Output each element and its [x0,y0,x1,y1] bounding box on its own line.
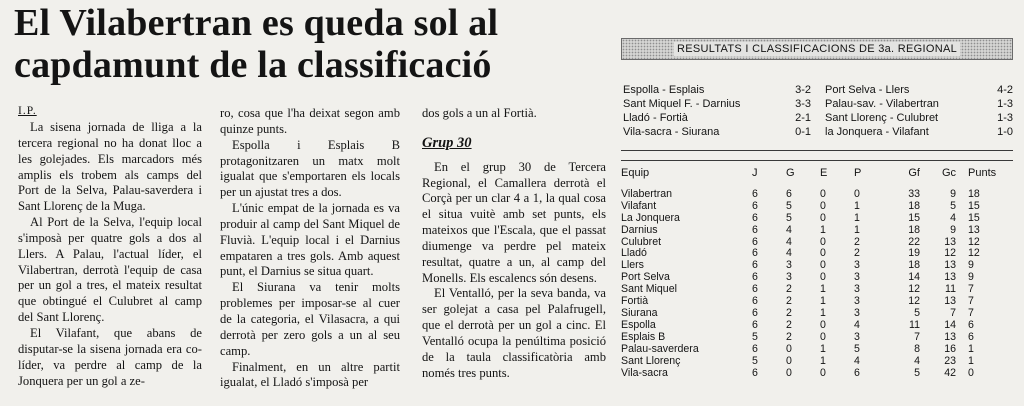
results-right [825,83,1013,139]
result-row [623,97,811,111]
paragraph: dos gols a un al Fortià. [422,106,537,120]
result-row [623,125,811,139]
lost: 0 [854,187,860,200]
lost: 3 [854,271,860,284]
header-team: Equip [621,167,650,179]
goals-against: 5 [950,199,956,212]
byline: I.P. [18,105,37,117]
goals-for: 15 [908,211,920,224]
match-name: Espolla - Esplais [623,84,705,96]
lost: 3 [854,295,860,308]
won: 4 [786,223,792,236]
goals-against: 13 [944,330,956,343]
header-lost: P [854,167,862,179]
lost: 3 [854,259,860,272]
points: 1 [968,342,974,355]
paragraph: El Vilafant, que abans de disputar-se la sisena jornada era co-líder, va perdre al camp de la Jonquera per un gol a ze- [18,325,202,388]
standings-table [621,168,1013,379]
goals-against: 13 [944,235,956,248]
played: 6 [752,247,758,260]
goals-against: 14 [944,318,956,331]
divider [621,160,1013,161]
match-score: 3-2 [795,84,811,96]
points: 9 [968,259,974,272]
team-name: Vilafant [621,199,657,212]
won: 2 [786,283,792,296]
result-row [623,111,811,125]
match-score: 1-3 [997,98,1013,110]
paragraph: L'únic empat de la jornada es va produir al camp del Sant Miquel de Fluvià. L'equip local i el Darnius empataren a tres gols. Amb aquest punt, el Darnius se situa quart. [220,201,400,279]
match-name: Sant Miquel F. - Darnius [623,98,741,110]
played: 6 [752,342,758,355]
goals-for: 5 [914,366,920,379]
drawn: 0 [820,259,826,272]
match-name: Vila-sacra - Siurana [623,126,720,138]
lost: 6 [854,366,860,379]
headline-line-1: El Vilabertran es queda sol al [14,2,499,44]
played: 6 [752,235,758,248]
goals-against: 13 [944,259,956,272]
drawn: 1 [820,354,826,367]
lost: 1 [854,199,860,212]
goals-for: 18 [908,223,920,236]
goals-against: 42 [944,366,956,379]
result-row [825,97,1013,111]
points: 7 [968,283,974,296]
goals-for: 19 [908,247,920,260]
match-score: 4-2 [997,84,1013,96]
won: 2 [786,318,792,331]
article-column-1 [18,104,202,389]
points: 15 [968,211,980,224]
section-subhead: Grup 30 [422,134,472,151]
table-row [621,368,1013,380]
played: 6 [752,295,758,308]
match-score: 1-0 [997,126,1013,138]
team-name: Sant Miquel [621,283,677,296]
won: 0 [786,342,792,355]
result-row [825,111,1013,125]
won: 5 [786,199,792,212]
goals-for: 11 [909,318,920,331]
points: 12 [968,247,980,260]
header-won: G [786,167,795,179]
lost: 5 [854,342,860,355]
table-row [621,201,1013,213]
points: 6 [968,330,974,343]
results-left [623,83,811,139]
table-header [621,168,1013,180]
lost: 1 [854,211,860,224]
match-score: 2-1 [795,112,811,124]
table-row [621,225,1013,237]
paragraph: El Ventalló, per la seva banda, va ser golejat a casa pel Palafrugell, que el derrotà per un gol a cinc. El Ventalló ocupa la penúltima posició de la taula classificatòria amb només tres punts. [422,286,606,380]
goals-for: 7 [914,330,920,343]
played: 6 [752,318,758,331]
points: 12 [968,235,980,248]
goals-for: 33 [908,187,920,200]
goals-for: 4 [914,354,920,367]
team-name: Esplais B [621,330,666,343]
lost: 4 [854,318,860,331]
won: 0 [786,366,792,379]
played: 6 [752,283,758,296]
paragraph: Espolla i Esplais B protagonitzaren un matx molt igualat que s'emportaren els locals per un ajustat tres a dos. [220,137,400,200]
team-name: Fortià [621,295,649,308]
table-row [621,213,1013,225]
match-name: Port Selva - Llers [825,84,910,96]
headline [14,2,604,86]
article-column-3 [422,106,606,382]
table-row [621,320,1013,332]
table-row [621,356,1013,368]
team-name: Vilabertran [621,187,673,200]
won: 2 [786,295,792,308]
divider [621,150,1013,151]
drawn: 0 [820,247,826,260]
played: 6 [752,223,758,236]
lost: 3 [854,306,860,319]
table-row [621,332,1013,344]
team-name: Lladó [621,247,647,260]
played: 6 [752,306,758,319]
drawn: 0 [820,199,826,212]
match-name: la Jonquera - Vilafant [825,126,929,138]
paragraph: La sisena jornada de lliga a la tercera regional no ha donat lloc a les golejades. Els marcadors més amplis els trobem als camps del Port de la Selva, Palau-saverdera i Sant Llorenç de la Muga. [18,120,202,214]
goals-against: 9 [950,187,956,200]
points: 7 [968,295,974,308]
played: 6 [752,366,758,379]
drawn: 1 [820,223,826,236]
goals-against: 16 [944,342,956,355]
played: 6 [752,199,758,212]
won: 0 [786,354,792,367]
lost: 4 [854,354,860,367]
goals-against: 9 [950,223,956,236]
goals-against: 13 [944,271,956,284]
drawn: 0 [820,187,826,200]
paragraph: El Siurana va tenir molts problemes per imposar-se al cuer de la categoria, el Vilasacra, a qui derrotà per zero gols a un al seu camp. [220,280,400,358]
header-goals-for: Gf [908,167,920,179]
match-name: Palau-sav. - Vilabertran [825,98,939,110]
goals-against: 7 [950,306,956,319]
result-row [825,125,1013,139]
goals-for: 5 [914,306,920,319]
won: 5 [786,211,792,224]
goals-for: 18 [908,259,920,272]
won: 3 [786,271,792,284]
match-name: Lladó - Fortià [623,112,688,124]
drawn: 0 [820,318,826,331]
played: 6 [752,259,758,272]
standings-body [621,189,1013,380]
played: 5 [752,330,758,343]
goals-against: 11 [945,283,956,296]
match-score: 1-3 [997,112,1013,124]
team-name: Darnius [621,223,658,236]
drawn: 1 [820,295,826,308]
table-row [621,344,1013,356]
article-column-2 [220,106,400,391]
header-played: J [752,167,758,179]
match-score: 3-3 [795,98,811,110]
paragraph: Al Port de la Selva, l'equip local s'imposà per quatre gols a dos al Llers. A Palau, l'actual líder, el Vilabertran, derrotà l'equip de casa per un gol a tres, el mateix resultat que obtingué el Culubret al camp del Sant Llorenç. [18,215,202,325]
won: 6 [786,187,792,200]
goals-for: 22 [908,235,920,248]
goals-for: 12 [908,295,920,308]
won: 2 [786,330,792,343]
match-score: 0-1 [795,126,811,138]
header-goals-against: Gc [941,167,956,179]
won: 4 [786,235,792,248]
headline-line-2: capdamunt de la classificació [14,44,492,86]
goals-against: 4 [950,211,956,224]
team-name: Sant Llorenç [621,354,681,367]
goals-for: 18 [908,199,920,212]
points: 1 [968,354,974,367]
points: 15 [968,199,980,212]
lost: 1 [854,223,860,236]
team-name: Llers [621,259,644,272]
header-points: Punts [968,167,997,179]
won: 3 [786,259,792,272]
drawn: 0 [820,271,826,284]
result-row [623,83,811,97]
played: 6 [752,271,758,284]
header-drawn: E [820,167,828,179]
paragraph: Finalment, en un altre partit igualat, el Lladó s'imposà per [220,359,400,390]
team-name: Espolla [621,318,656,331]
played: 5 [752,354,758,367]
team-name: Palau-saverdera [621,342,699,355]
paragraph: En el grup 30 de Tercera Regional, el Camallera derrotà el Corçà per un clar 4 a 1, la qual cosa el situa vuitè amb set punts, els mateixos que l'Escala, que el passat diumenge va perdre pel mateix resultat, quatre a un, al camp del Monells. Els escalencs són desens. [422,159,606,285]
points: 0 [968,366,974,379]
goals-against: 23 [944,354,956,367]
goals-for: 8 [914,342,920,355]
goals-against: 12 [944,247,956,260]
lost: 3 [854,330,860,343]
drawn: 0 [820,330,826,343]
drawn: 0 [820,211,826,224]
paragraph: ro, cosa que l'ha deixat segon amb quinze punts. [220,106,400,136]
lost: 3 [854,283,860,296]
points: 6 [968,318,974,331]
lost: 2 [854,247,860,260]
result-row [825,83,1013,97]
won: 4 [786,247,792,260]
results-banner [621,38,1013,60]
drawn: 1 [820,283,826,296]
goals-against: 13 [944,295,956,308]
drawn: 0 [820,366,826,379]
team-name: Port Selva [621,271,670,284]
points: 9 [968,271,974,284]
team-name: Vila-sacra [621,366,668,379]
match-name: Sant Llorenç - Culubret [825,112,939,124]
points: 7 [968,306,974,319]
drawn: 1 [820,306,826,319]
played: 6 [752,211,758,224]
points: 18 [968,187,980,200]
team-name: Culubret [621,235,662,248]
team-name: Siurana [621,306,658,319]
drawn: 1 [820,342,826,355]
team-name: La Jonquera [621,211,680,224]
goals-for: 12 [908,283,920,296]
lost: 2 [854,235,860,248]
goals-for: 14 [908,271,920,284]
played: 6 [752,187,758,200]
points: 13 [968,223,980,236]
banner-title: RESULTATS I CLASSIFICACIONS DE 3a. REGIONAL [674,42,960,56]
drawn: 0 [820,235,826,248]
won: 2 [786,306,792,319]
